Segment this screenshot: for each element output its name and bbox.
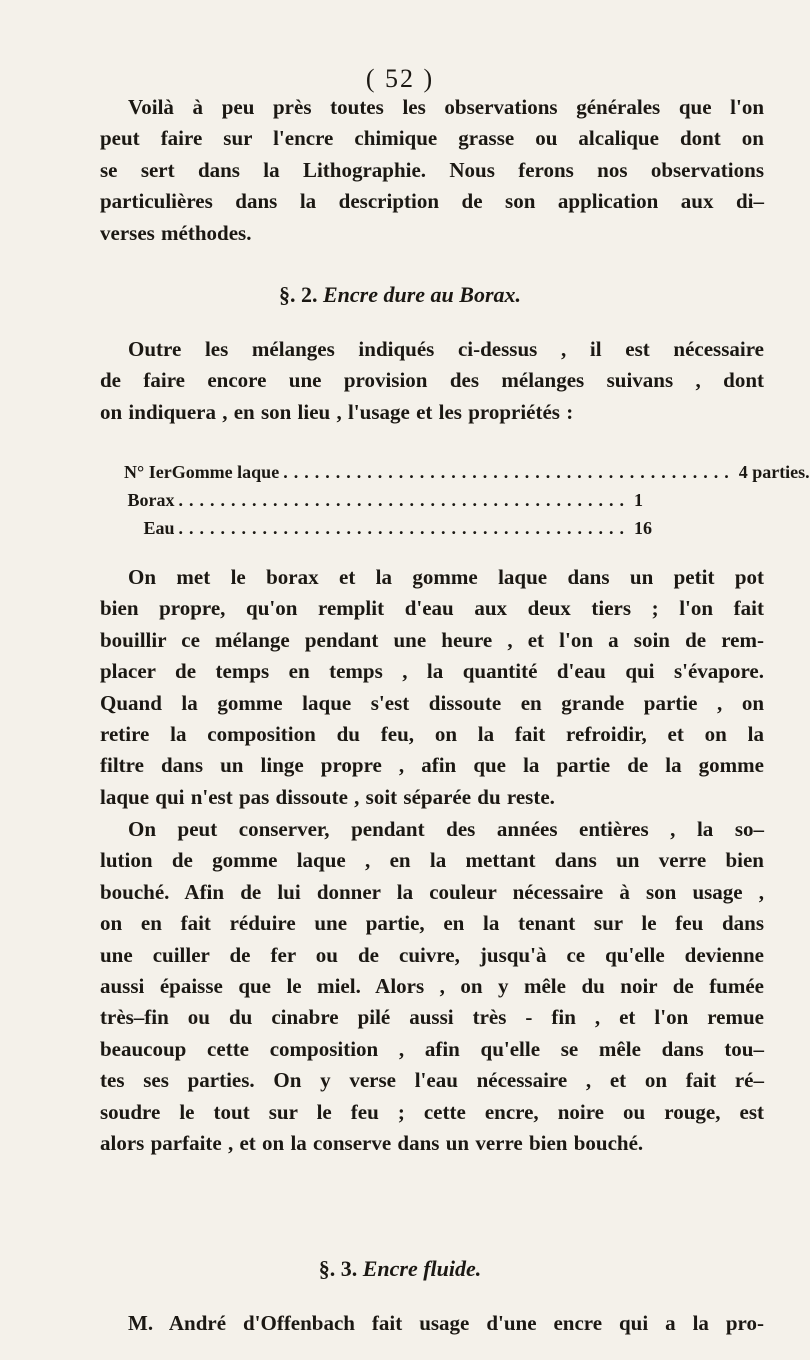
recipe-quantity: 16: [634, 518, 652, 538]
text-line: soudre le tout sur le feu ; cette encre, noire ou rouge, est: [100, 1099, 764, 1124]
section-number: §. 2.: [278, 282, 318, 307]
text-line: on indiquera , en son lieu , l'usage et les propriétés :: [100, 399, 574, 424]
text-line: Quand la gomme laque s'est dissoute en grande partie , on: [100, 690, 764, 715]
text-line: Voilà à peu près toutes les observations générales que l'on: [128, 95, 764, 119]
text-line: tes ses parties. On y verse l'eau nécessaire , et on fait ré–: [100, 1068, 764, 1093]
paragraph-intro: [100, 92, 764, 249]
page-number: ( 52 ): [365, 64, 435, 93]
paragraph-preparation: [100, 562, 764, 813]
text-line: une cuiller de fer ou de cuivre, jusqu'à ce qu'elle devienne: [100, 942, 764, 967]
paragraph-fluid-ink: [100, 1308, 764, 1339]
recipe-row: [124, 486, 704, 514]
text-line: On met le borax et la gomme laque dans un petit pot: [128, 565, 764, 589]
paragraph-mixtures: [100, 334, 764, 428]
section-heading-2: [0, 282, 800, 308]
recipe-quantity: 1: [634, 490, 643, 510]
text-line: Outre les mélanges indiqués ci-dessus , il est nécessaire: [128, 337, 764, 361]
recipe-list: [124, 458, 810, 542]
recipe-prefix: N° Ier: [124, 462, 172, 482]
recipe-ingredient: Gomme laque: [171, 462, 280, 482]
text-line: se sert dans la Lithographie. Nous ferons nos observations: [100, 157, 764, 182]
dot-leader: ...........................................: [283, 462, 735, 482]
text-line: bien propre, qu'on remplit d'eau aux deux tiers ; l'on fait: [100, 596, 764, 621]
text-line: particulières dans la description de son application aux di–: [100, 189, 764, 214]
text-line: placer de temps en temps , la quantité d'eau qui s'évapore.: [100, 659, 764, 684]
text-line: très–fin ou du cinabre pilé aussi très - fin , et l'on remue: [100, 1005, 764, 1030]
text-line: bouillir ce mélange pendant une heure , et l'on a soin de rem-: [100, 627, 764, 652]
text-line: peut faire sur l'encre chimique grasse ou alcalique dont on: [100, 126, 764, 151]
text-line: on en fait réduire une partie, en la tenant sur le feu dans: [100, 911, 764, 936]
text-line: beaucoup cette composition , afin qu'elle se mêle dans tou–: [100, 1036, 764, 1061]
recipe-ingredient: Borax: [127, 490, 175, 510]
text-line: aussi épaisse que le miel. Alors , on y mêle du noir de fumée: [100, 974, 764, 999]
text-line: verses méthodes.: [100, 220, 252, 245]
text-line: laque qui n'est pas dissoute , soit séparée du reste.: [100, 784, 555, 809]
section-number: §. 3.: [318, 1256, 358, 1281]
text-line: On peut conserver, pendant des années entières , la so–: [128, 817, 764, 841]
section-title: Encre dure au Borax.: [322, 282, 522, 307]
text-line: lution de gomme laque , en la mettant dans un verre bien: [100, 848, 764, 873]
section-heading-3: [0, 1256, 800, 1282]
text-line: de faire encore une provision des mélanges suivans , dont: [100, 368, 764, 393]
text-line: filtre dans un linge propre , afin que la partie de la gomme: [100, 753, 764, 778]
text-line: bouché. Afin de lui donner la couleur nécessaire à son usage ,: [100, 879, 764, 904]
paragraph-conservation: [100, 814, 764, 1159]
text-line: alors parfaite , et on la conserve dans un verre bien bouché.: [100, 1131, 644, 1156]
recipe-row: [124, 458, 810, 486]
recipe-quantity: 4 parties.: [738, 462, 810, 482]
section-title: Encre fluide.: [362, 1256, 482, 1281]
recipe-row: [124, 514, 704, 542]
recipe-ingredient: Eau: [143, 518, 175, 538]
text-line: M. André d'Offenbach fait usage d'une encre qui a la pro-: [128, 1311, 764, 1335]
dot-leader: ...........................................: [178, 490, 630, 510]
dot-leader: ...........................................: [178, 518, 630, 538]
text-line: retire la composition du feu, on la fait refroidir, et on la: [100, 722, 764, 747]
